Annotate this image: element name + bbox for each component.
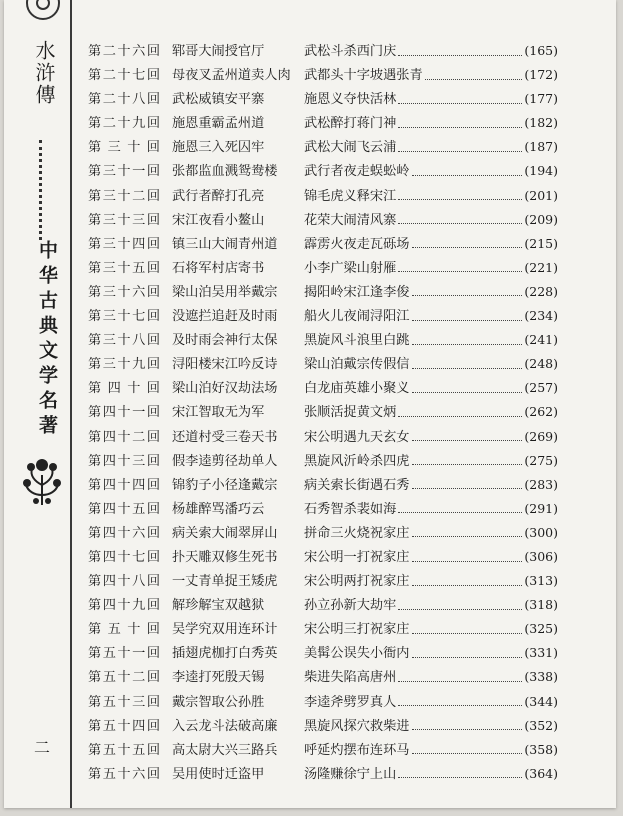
chapter-title-second-line: 武都头十字坡遇张青 — [304, 68, 423, 84]
margin-rule — [70, 0, 72, 808]
chapter-title-second-line: 石秀智杀裴如海 — [304, 501, 397, 517]
chapter-number: 第 四 十 四 回 — [88, 477, 160, 493]
chapter-number: 第 三 十 一 回 — [88, 164, 160, 180]
page-reference: (221) — [524, 259, 558, 275]
toc-entry — [88, 233, 558, 257]
toc-entry — [88, 498, 558, 522]
chapter-title-second-line: 白龙庙英雄小聚义 — [304, 381, 410, 397]
chapter-title-first-line: 施恩重霸孟州道 — [172, 116, 265, 132]
dot-leader — [412, 561, 523, 562]
chapter-title-first-line: 杨雄醉骂潘巧云 — [172, 501, 265, 517]
chapter-title-first-line: 梁山泊好汉劫法场 — [172, 381, 278, 397]
chapter-title-first-line: 还道村受三卷天书 — [172, 429, 278, 445]
chapter-number: 第 四 十 五 回 — [88, 501, 160, 517]
toc-entry — [88, 691, 558, 715]
dot-leader — [412, 320, 523, 321]
toc-entry — [88, 401, 558, 425]
dot-leader — [412, 464, 523, 465]
chapter-number: 第 三 十 回 — [88, 140, 160, 156]
page-reference: (283) — [524, 476, 558, 492]
chapter-title-first-line: 插翅虎枷打白秀英 — [172, 646, 278, 662]
dot-leader — [398, 681, 522, 682]
chapter-title-first-line: 一丈青单捉王矮虎 — [172, 574, 278, 590]
chapter-title-second-line: 黑旋风斗浪里白跳 — [304, 333, 410, 349]
chapter-title-second-line: 汤隆赚徐宁上山 — [304, 766, 397, 782]
toc-entry — [88, 570, 558, 594]
chapter-title-second-line: 揭阳岭宋江逢李俊 — [304, 284, 410, 300]
page-reference: (364) — [524, 765, 558, 781]
chapter-title-first-line: 镇三山大闹青州道 — [172, 236, 278, 252]
chapter-number: 第 三 十 八 回 — [88, 333, 160, 349]
chapter-number: 第 五 十 五 回 — [88, 742, 160, 758]
page-reference: (313) — [524, 573, 558, 589]
dotted-divider — [39, 140, 46, 240]
chapter-number: 第 四 十 一 回 — [88, 405, 160, 421]
table-of-contents — [88, 40, 558, 787]
chapter-number: 第 三 十 四 回 — [88, 236, 160, 252]
dot-leader — [398, 271, 522, 272]
chapter-title-second-line: 李逵斧劈罗真人 — [304, 694, 397, 710]
page-number: 二 — [33, 738, 50, 757]
page-reference: (344) — [524, 693, 558, 709]
chapter-title-first-line: 梁山泊吴用举戴宗 — [172, 284, 278, 300]
chapter-title-second-line: 病关索长街遇石秀 — [304, 477, 410, 493]
toc-entry — [88, 666, 558, 690]
chapter-title-second-line: 宋公明遇九天玄女 — [304, 429, 410, 445]
chapter-number: 第 五 十 一 回 — [88, 646, 160, 662]
toc-entry — [88, 618, 558, 642]
dot-leader — [412, 488, 523, 489]
dot-leader — [412, 440, 523, 441]
dot-leader — [398, 609, 522, 610]
dot-leader — [398, 199, 522, 200]
chapter-number: 第 四 十 回 — [88, 381, 160, 397]
chapter-number: 第 五 十 六 回 — [88, 766, 160, 782]
page-reference: (275) — [524, 452, 558, 468]
page-reference: (318) — [524, 597, 558, 613]
page-reference: (331) — [524, 645, 558, 661]
toc-entry — [88, 209, 558, 233]
page-reference: (338) — [524, 669, 558, 685]
chapter-number: 第 三 十 二 回 — [88, 188, 160, 204]
dot-leader — [412, 392, 523, 393]
chapter-title-first-line: 戴宗智取公孙胜 — [172, 694, 265, 710]
dot-leader — [398, 127, 522, 128]
chapter-number: 第 四 十 八 回 — [88, 574, 160, 590]
dot-leader — [412, 368, 523, 369]
series-name: 中华古典文学名著 — [36, 240, 58, 440]
page-reference: (291) — [524, 500, 558, 516]
chapter-title-second-line: 呼延灼摆布连环马 — [304, 742, 410, 758]
chapter-title-first-line: 扑天雕双修生死书 — [172, 549, 278, 565]
dot-leader — [425, 79, 523, 80]
page-reference: (187) — [524, 139, 558, 155]
book-page — [4, 0, 616, 808]
chapter-number: 第 三 十 三 回 — [88, 212, 160, 228]
chapter-title-second-line: 张顺活捉黄文炳 — [304, 405, 397, 421]
dot-leader — [398, 777, 522, 778]
chapter-title-second-line: 宋公明一打祝家庄 — [304, 549, 410, 565]
toc-entry — [88, 281, 558, 305]
chapter-title-second-line: 小李广梁山射雁 — [304, 260, 397, 276]
toc-entry — [88, 474, 558, 498]
dot-leader — [412, 753, 523, 754]
dot-leader — [412, 295, 523, 296]
toc-entry — [88, 160, 558, 184]
chapter-number: 第 三 十 六 回 — [88, 284, 160, 300]
toc-entry — [88, 64, 558, 88]
dot-leader — [412, 633, 523, 634]
chapter-title-second-line: 船火儿夜闹浔阳江 — [304, 309, 410, 325]
chapter-number: 第 三 十 九 回 — [88, 357, 160, 373]
chapter-title-first-line: 假李逵剪径劫单人 — [172, 453, 278, 469]
page-reference: (262) — [524, 404, 558, 420]
chapter-title-first-line: 及时雨会神行太保 — [172, 333, 278, 349]
dot-leader — [398, 705, 522, 706]
chapter-number: 第 二 十 六 回 — [88, 44, 160, 59]
chapter-title-first-line: 郓哥大闹授官厅 — [172, 44, 265, 59]
dot-leader — [398, 151, 522, 152]
dot-leader — [398, 223, 522, 224]
chapter-title-second-line: 霹雳火夜走瓦砾场 — [304, 236, 410, 252]
chapter-number: 第 四 十 七 回 — [88, 549, 160, 565]
dot-leader — [412, 729, 523, 730]
chapter-title-second-line: 柴进失陷高唐州 — [304, 670, 397, 686]
page-reference: (241) — [524, 332, 558, 348]
page-reference: (248) — [524, 356, 558, 372]
page-reference: (257) — [524, 380, 558, 396]
chapter-title-first-line: 吴用使时迁盗甲 — [172, 766, 265, 782]
chapter-number: 第 四 十 二 回 — [88, 429, 160, 445]
dot-leader — [398, 55, 522, 56]
dot-leader — [398, 512, 522, 513]
chapter-title-second-line: 花荣大闹清风寨 — [304, 212, 397, 228]
page-reference: (201) — [524, 187, 558, 203]
dot-leader — [412, 175, 523, 176]
chapter-number: 第 二 十 八 回 — [88, 92, 160, 108]
toc-entry — [88, 329, 558, 353]
toc-entry — [88, 377, 558, 401]
chapter-title-first-line: 宋江智取无为军 — [172, 405, 265, 421]
chapter-title-second-line: 拼命三火烧祝家庄 — [304, 525, 410, 541]
page-reference: (300) — [524, 524, 558, 540]
chapter-title-first-line: 李逵打死殷天锡 — [172, 670, 265, 686]
toc-entry — [88, 40, 558, 64]
floral-ornament-icon — [22, 455, 62, 507]
toc-entry — [88, 353, 558, 377]
chapter-title-first-line: 张都监血溅鸳鸯楼 — [172, 164, 278, 180]
chapter-number: 第 五 十 三 回 — [88, 694, 160, 710]
chapter-title-first-line: 施恩三入死囚牢 — [172, 140, 265, 156]
chapter-number: 第 二 十 七 回 — [88, 68, 160, 84]
chapter-title-first-line: 没遮拦追赶及时雨 — [172, 309, 278, 325]
page-reference: (234) — [524, 308, 558, 324]
chapter-number: 第 五 十 二 回 — [88, 670, 160, 686]
chapter-title-second-line: 施恩义夺快活林 — [304, 92, 397, 108]
chapter-title-second-line: 锦毛虎义释宋江 — [304, 188, 397, 204]
chapter-title-first-line: 母夜叉孟州道卖人肉 — [172, 68, 291, 84]
chapter-title-second-line: 美髯公误失小衙内 — [304, 646, 410, 662]
page-reference: (358) — [524, 741, 558, 757]
chapter-title-second-line: 梁山泊戴宗传假信 — [304, 357, 410, 373]
page-reference: (269) — [524, 428, 558, 444]
chapter-title-first-line: 吴学究双用连环计 — [172, 622, 278, 638]
toc-entry — [88, 185, 558, 209]
toc-entry — [88, 112, 558, 136]
chapter-title-second-line: 孙立孙新大劫牢 — [304, 598, 397, 614]
chapter-title-first-line: 解珍解宝双越狱 — [172, 598, 265, 614]
toc-entry — [88, 763, 558, 787]
chapter-title-second-line: 宋公明两打祝家庄 — [304, 574, 410, 590]
dot-leader — [398, 103, 522, 104]
chapter-title-second-line: 武松斗杀西门庆 — [304, 44, 397, 59]
toc-entry — [88, 88, 558, 112]
dot-leader — [398, 416, 522, 417]
crest-emblem-icon — [26, 0, 60, 20]
chapter-title-first-line: 宋江夜看小鳌山 — [172, 212, 265, 228]
dot-leader — [412, 247, 523, 248]
chapter-title-first-line: 高太尉大兴三路兵 — [172, 742, 278, 758]
page-reference: (325) — [524, 621, 558, 637]
chapter-title-second-line: 宋公明三打祝家庄 — [304, 622, 410, 638]
chapter-number: 第 三 十 七 回 — [88, 309, 160, 325]
chapter-title-first-line: 武行者醉打孔亮 — [172, 188, 265, 204]
chapter-number: 第 二 十 九 回 — [88, 116, 160, 132]
page-reference: (215) — [524, 235, 558, 251]
chapter-title-first-line: 入云龙斗法破高廉 — [172, 718, 278, 734]
chapter-number: 第 三 十 五 回 — [88, 260, 160, 276]
chapter-title-second-line: 武松大闹飞云浦 — [304, 140, 397, 156]
chapter-title-second-line: 武松醉打蒋门神 — [304, 116, 397, 132]
chapter-number: 第 四 十 六 回 — [88, 525, 160, 541]
toc-entry — [88, 715, 558, 739]
chapter-title-first-line: 病关索大闹翠屏山 — [172, 525, 278, 541]
chapter-title-second-line: 黑旋风探穴救柴进 — [304, 718, 410, 734]
chapter-number: 第 五 十 回 — [88, 622, 160, 638]
toc-entry — [88, 546, 558, 570]
toc-entry — [88, 739, 558, 763]
toc-entry — [88, 594, 558, 618]
toc-entry — [88, 257, 558, 281]
chapter-number: 第 四 十 三 回 — [88, 453, 160, 469]
chapter-title-first-line: 石将军村店寄书 — [172, 260, 265, 276]
toc-entry — [88, 450, 558, 474]
page-reference: (209) — [524, 211, 558, 227]
chapter-title-first-line: 锦豹子小径逢戴宗 — [172, 477, 278, 493]
dot-leader — [412, 657, 523, 658]
dot-leader — [412, 344, 523, 345]
chapter-title-second-line: 武行者夜走蜈蚣岭 — [304, 164, 410, 180]
page-reference: (177) — [524, 91, 558, 107]
dot-leader — [412, 585, 523, 586]
page-reference: (306) — [524, 548, 558, 564]
page-reference: (172) — [524, 67, 558, 83]
book-title: 水浒傳 — [32, 40, 56, 106]
page-reference: (182) — [524, 115, 558, 131]
toc-entry — [88, 522, 558, 546]
chapter-number: 第 五 十 四 回 — [88, 718, 160, 734]
page-reference: (165) — [524, 43, 558, 58]
page-reference: (352) — [524, 717, 558, 733]
toc-entry — [88, 426, 558, 450]
chapter-title-first-line: 武松威镇安平寨 — [172, 92, 265, 108]
toc-entry — [88, 305, 558, 329]
page-reference: (228) — [524, 283, 558, 299]
dot-leader — [412, 536, 523, 537]
chapter-title-second-line: 黑旋风沂岭杀四虎 — [304, 453, 410, 469]
page-reference: (194) — [524, 163, 558, 179]
toc-entry — [88, 642, 558, 666]
chapter-number: 第 四 十 九 回 — [88, 598, 160, 614]
chapter-title-first-line: 浔阳楼宋江吟反诗 — [172, 357, 278, 373]
toc-entry — [88, 136, 558, 160]
